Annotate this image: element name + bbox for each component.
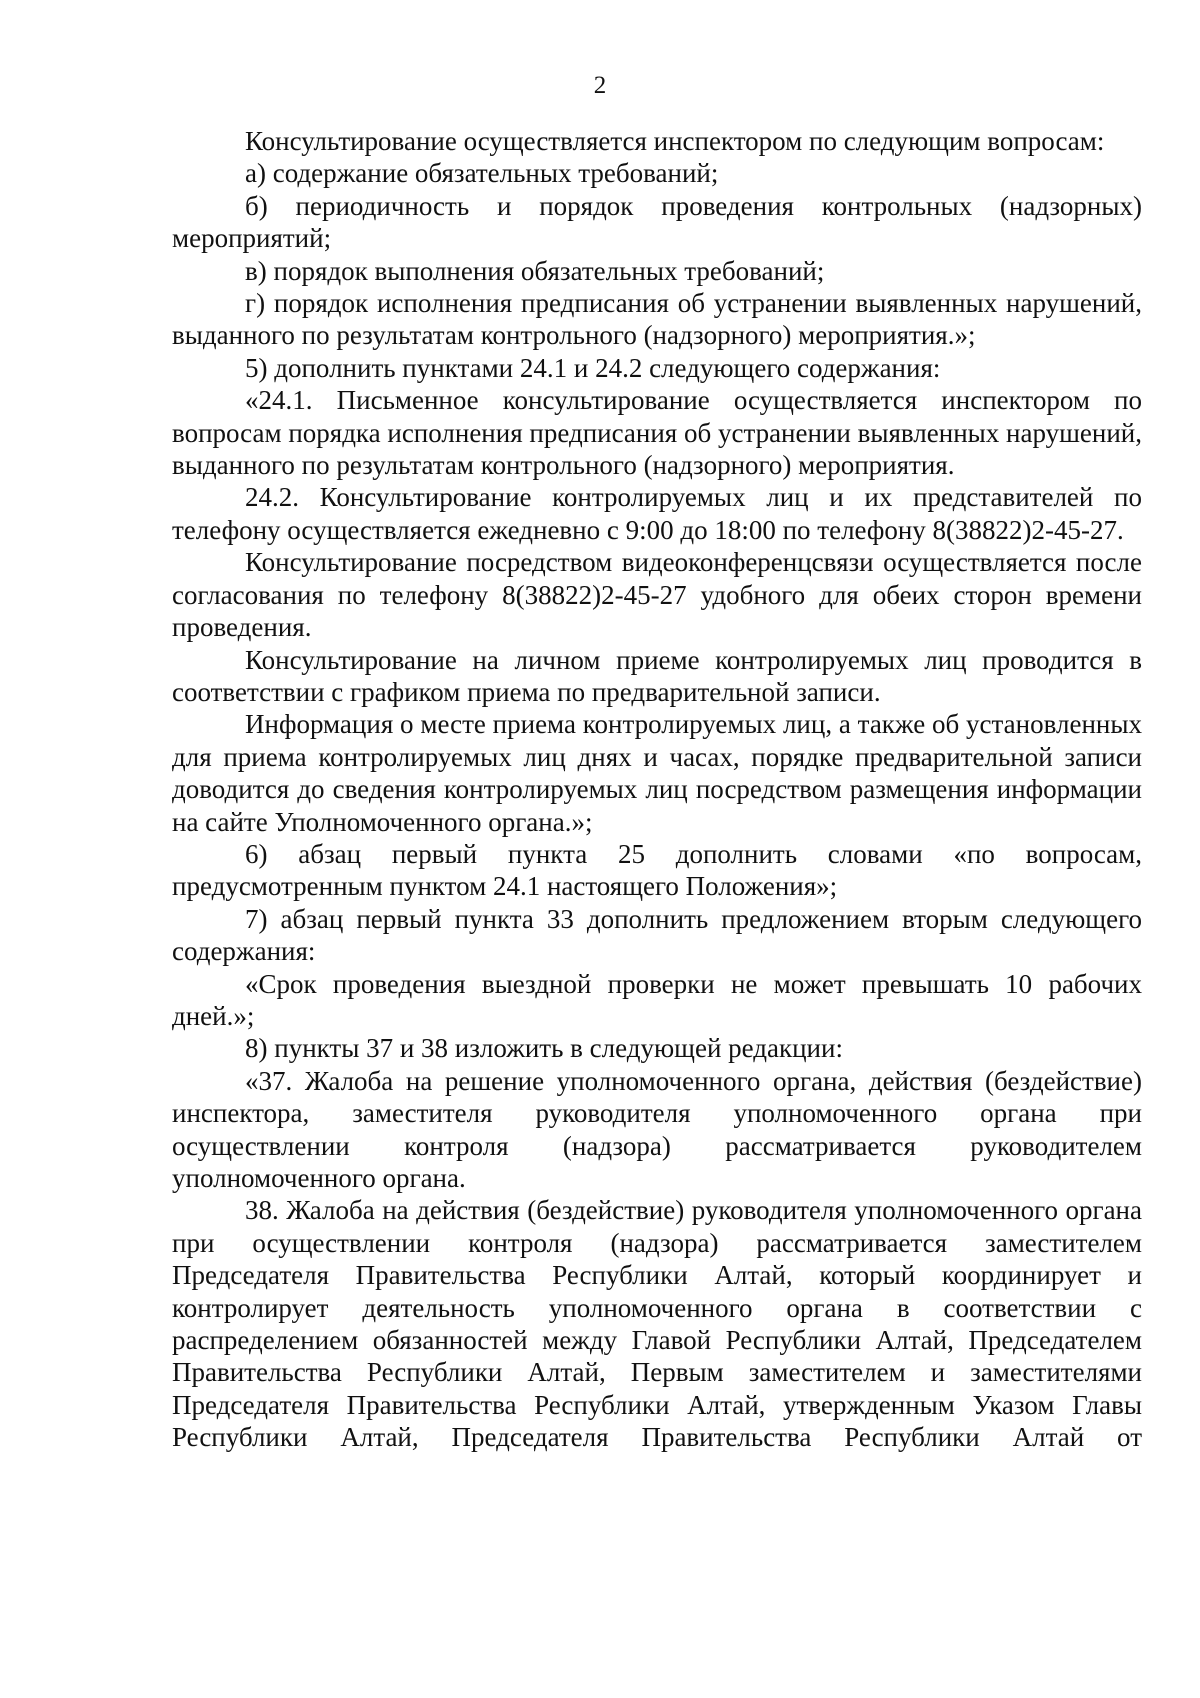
paragraph-amendment-6: 6) абзац первый пункта 25 дополнить словами «по вопросам, предусмотренным пунктом 24.1 настоящего Положения»; bbox=[172, 838, 1142, 902]
paragraph-item-g: г) порядок исполнения предписания об устранении выявленных нарушений, выданного по результатам контрольного (надзорного) мероприятия.»; bbox=[172, 288, 1142, 351]
paragraph-amendment-5: 5) дополнить пунктами 24.1 и 24.2 следующего содержания: bbox=[245, 352, 941, 383]
paragraph-reception-info: Информация о месте приема контролируемых лиц, а также об установленных для приема контролируемых лиц днях и часах, порядке предварительной записи доводится до сведения контролируемых лиц посредством размещения информации на сайте Уполномоченного органа.»; bbox=[172, 709, 1142, 837]
paragraph-item-b: б) периодичность и порядок проведения контрольных (надзорных) мероприятий; bbox=[172, 190, 1142, 254]
paragraph-clause-37: «37. Жалоба на решение уполномоченного органа, действия (бездействие) инспектора, заместителя руководителя уполномоченного органа при осуществлении контроля (надзора) рассматривается руководителем уполномоченного органа. bbox=[172, 1065, 1142, 1193]
paragraph-personal-reception: Консультирование на личном приеме контролируемых лиц проводится в соответствии с графиком приема по предварительной записи. bbox=[172, 644, 1142, 707]
paragraph-consulting-topics: Консультирование осуществляется инспектором по следующим вопросам: bbox=[245, 126, 1105, 156]
paragraph-clause-24-1: «24.1. Письменное консультирование осуществляется инспектором по вопросам порядка исполнения предписания об устранении выявленных нарушений, выданного по результатам контрольного (надзорного) мероприятия. bbox=[172, 385, 1142, 481]
paragraph-amendment-7: 7) абзац первый пункта 33 дополнить предложением вторым следующего содержания: bbox=[172, 903, 1142, 967]
paragraph-item-v: в) порядок выполнения обязательных требований; bbox=[245, 255, 825, 286]
paragraph-video-consulting: Консультирование посредством видеоконференцсвязи осуществляется после согласования по телефону 8(38822)2-45-27 удобного для обеих сторон времени проведения. bbox=[172, 547, 1142, 643]
paragraph-amendment-8: 8) пункты 37 и 38 изложить в следующей редакции: bbox=[245, 1033, 843, 1064]
document-body bbox=[172, 125, 1142, 1454]
paragraph-item-a: а) содержание обязательных требований; bbox=[245, 158, 719, 189]
paragraph-inspection-term: «Срок проведения выездной проверки не может превышать 10 рабочих дней.»; bbox=[172, 968, 1142, 1031]
paragraph-clause-24-2: 24.2. Консультирование контролируемых лиц и их представителей по телефону осуществляется ежедневно с 9:00 до 18:00 по телефону 8(38822)2-45-27. bbox=[172, 482, 1142, 545]
paragraph-clause-38: 38. Жалоба на действия (бездействие) руководителя уполномоченного органа при осуществлении контроля (надзора) рассматривается заместителем Председателя Правительства Республики Алтай, который координирует и контролирует деятельность уполномоченного органа в соответствии с распределением обязанностей между Главой Республики Алтай, Председателем Правительства Республики Алтай, Первым заместителем и заместителями Председателя Правительства Республики Алтай, утвержденным Указом Главы Республики Алтай, Председателя Правительства Республики Алтай от bbox=[172, 1195, 1142, 1453]
page-number: 2 bbox=[593, 72, 607, 99]
